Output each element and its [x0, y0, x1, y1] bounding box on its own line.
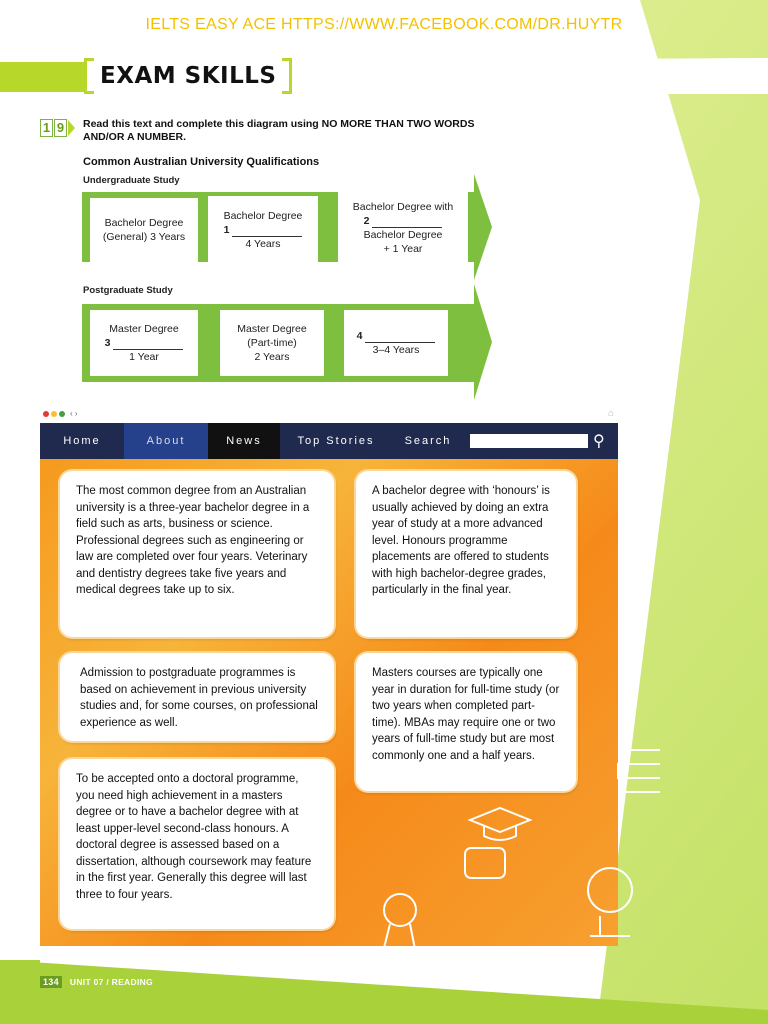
- blank-number: 2: [363, 215, 370, 227]
- box-text: Bachelor Degree: [104, 217, 184, 229]
- diagram-box: [344, 310, 448, 376]
- answer-blank-4[interactable]: [357, 329, 436, 343]
- nav-news[interactable]: News: [208, 423, 280, 459]
- award-rosette-icon: [380, 894, 418, 970]
- blank-number: 4: [356, 330, 363, 342]
- postgraduate-diagram: [82, 284, 492, 390]
- blank-number: 1: [223, 224, 230, 236]
- home-icon[interactable]: ⌂: [607, 408, 614, 419]
- task-instruction: Read this text and complete this diagram using NO MORE THAN TWO WORDS AND/OR A NUMBER.: [83, 118, 475, 143]
- info-card: To be accepted onto a doctoral programme, you need high achievement in a masters degree or to have a bachelor degree with at least upper-level second-class honours. A doctoral degree is assessed based on a dissertation, although coursework may feature in the first year. Generally this degree will last three to four years.: [60, 759, 334, 929]
- answer-blank-1[interactable]: [224, 223, 303, 237]
- box-text: 1 Year: [129, 351, 159, 363]
- section-title-text: EXAM SKILLS: [100, 63, 277, 89]
- diagram-box: [220, 310, 324, 376]
- box-text: Bachelor Degree with: [352, 201, 454, 213]
- postgraduate-label: Postgraduate Study: [83, 285, 173, 296]
- box-text: 2 Years: [254, 351, 290, 363]
- diagram-box: [338, 192, 468, 264]
- play-arrow-icon: [68, 120, 75, 136]
- nav-search[interactable]: Search: [404, 435, 452, 447]
- diagram-box: [90, 310, 198, 376]
- box-text: (General) 3 Years: [102, 231, 186, 243]
- box-text: 4 Years: [245, 238, 281, 250]
- nav-about[interactable]: About: [124, 423, 208, 459]
- graduation-cap-icon: [470, 808, 530, 840]
- minimize-dot-icon[interactable]: [51, 411, 57, 417]
- nav-home[interactable]: Home: [63, 435, 101, 447]
- search-input[interactable]: [470, 434, 588, 448]
- section-title: [84, 60, 292, 92]
- box-text: Master Degree: [109, 323, 179, 335]
- box-text: Bachelor Degree: [223, 210, 303, 222]
- diagram-box: [208, 196, 318, 264]
- search-icon[interactable]: ⚲: [593, 433, 605, 450]
- box-text: Bachelor Degree: [363, 229, 443, 241]
- diagram-title: Common Australian University Qualifications: [83, 156, 320, 168]
- box-text: + 1 Year: [383, 243, 423, 255]
- bracket-left: [84, 58, 94, 94]
- maximize-dot-icon[interactable]: [59, 411, 65, 417]
- nav-top-stories[interactable]: Top Stories: [297, 435, 375, 447]
- globe-icon: [588, 868, 632, 936]
- answer-blank-3[interactable]: [105, 336, 184, 350]
- undergraduate-diagram: [82, 174, 492, 280]
- info-card: The most common degree from an Australian university is a three-year bachelor degree in a field such as arts, business or science. Professional degrees such as engineering or law are completed over four years. Veterinary and dentistry degrees take five years and medical degrees take up to six.: [60, 471, 334, 637]
- diagram-box: [90, 198, 198, 262]
- task-digit: 1: [40, 119, 53, 137]
- info-card: Admission to postgraduate programmes is based on achievement in previous university studies and, for some courses, on professional experience as well.: [60, 653, 334, 741]
- task-digit: 9: [54, 119, 67, 137]
- box-text: 3–4 Years: [372, 344, 420, 356]
- bracket-right: [282, 58, 292, 94]
- blank-number: 3: [104, 337, 111, 349]
- box-text: Master Degree: [237, 323, 307, 335]
- answer-blank-2[interactable]: [364, 214, 443, 228]
- back-forward-icon[interactable]: ‹ ›: [70, 409, 78, 418]
- box-text: (Part-time): [247, 337, 297, 349]
- info-card: A bachelor degree with ‘honours’ is usually achieved by doing an extra year of study at a more advanced level. Honours programme placements are offered to students with high bachelor-degree grades, particularly in the final year.: [356, 471, 576, 637]
- diploma-scroll-icon: [465, 848, 505, 878]
- books-icon: [618, 750, 660, 792]
- task-number: [40, 119, 76, 137]
- page-number: 134: [40, 976, 62, 988]
- close-dot-icon[interactable]: [43, 411, 49, 417]
- unit-label: UNIT 07 / READING: [69, 977, 153, 987]
- undergraduate-label: Undergraduate Study: [83, 175, 180, 186]
- watermark-text: IELTS EASY ACE HTTPS://WWW.FACEBOOK.COM/DR.HUYTR: [145, 16, 623, 33]
- illustrations: [360, 740, 660, 980]
- page-footer: [40, 976, 153, 988]
- window-controls: [43, 409, 78, 418]
- info-card: Masters courses are typically one year in duration for full-time study (or two years when completed part-time). MBAs may require one or two years of full-time study but are most commonly one and a half years.: [356, 653, 576, 791]
- nav-bar: [40, 423, 618, 459]
